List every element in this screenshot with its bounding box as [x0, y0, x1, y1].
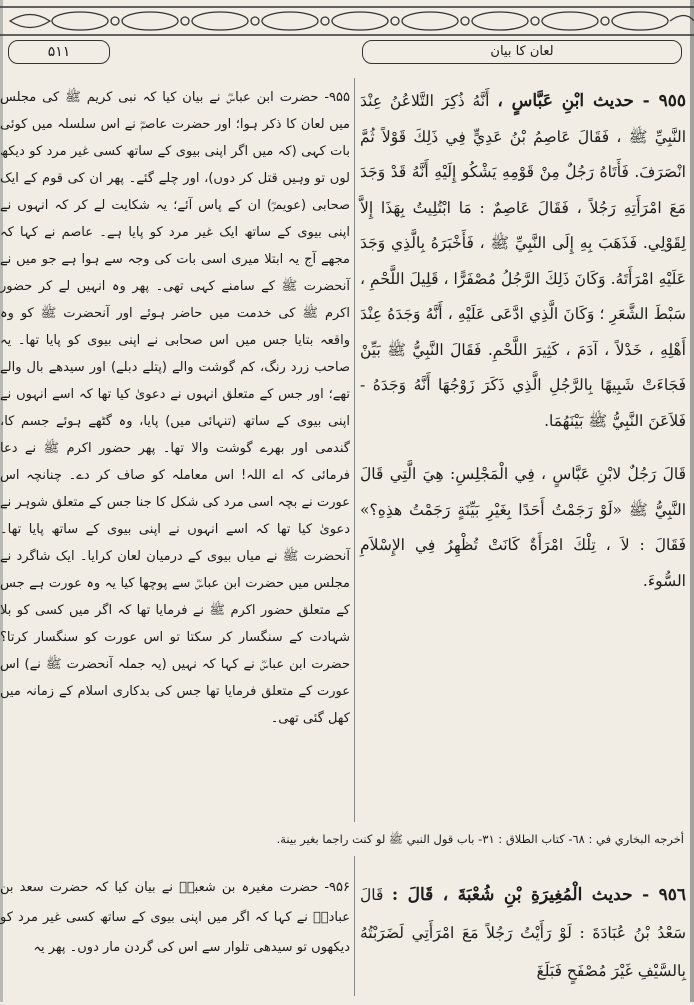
arabic-column [360, 84, 686, 599]
hadith-955-urdu-translation: ۹۵۵- حضرت ابن عباسؓ نے بیان کیا کہ نبی کریم ﷺ کی مجلس میں لعان کا ذکر ہوا؛ اور حضرت عاصمؓ نے اس سلسلہ میں کوئی بات کہی (کہ میں اگر اپنی بیوی کے ساتھ کسی غیر مرد کو دیکھ لوں تو وہیں قتل کر دوں)، اور چلے گئے۔ پھر ان کی قوم کے ایک صحابی (عویمرؓ) ان کے پاس آئے؛ یہ شکایت لے کر کہ انہوں نے اپنی بیوی کے ساتھ ایک غیر مرد کو پایا ہے۔ عاصم نے کہا کہ مجھے آج یہ ابتلا میری اسی بات کی وجہ سے ہوا ہے جو میں نے آنحضرت ﷺ کے سامنے کہی تھی۔ پھر وہ انہیں لے کر حضور اکرم ﷺ کی خدمت میں حاضر ہوئے اور آنحضرت ﷺ کو وہ واقعہ بتایا جس میں اس صحابی نے اپنی بیوی کو پایا تھا۔ یہ صاحب زرد رنگ، کم گوشت والے (پتلے دبلے) اور سیدھے بال والے تھے؛ اور جس کے متعلق انہوں نے دعویٰ کیا تھا کہ اسے انہوں نے اپنی بیوی کے ساتھ (تنہائی میں) پایا، وہ گٹھے ہوئے جسم کا، گندمی اور بھرے گوشت والا تھا۔ پھر حضور اکرم ﷺ نے دعا فرمائی کہ اے اللہ! اس معاملہ کو صاف کر دے۔ چنانچہ اس عورت نے بچہ اسی مرد کی شکل کا جنا جس کے متعلق شوہر نے دعویٰ کیا تھا کہ اسے انہوں نے اپنی بیوی کے ساتھ پایا تھا۔ آنحضرت ﷺ نے میاں بیوی کے درمیان لعان کرایا۔ ایک شاگرد نے مجلس میں حضرت ابن عباسؓ سے پوچھا کیا یہ وہ عورت ہے جس کے متعلق حضور اکرم ﷺ نے فرمایا تھا کہ اگر میں کسی کو بلا شہادت کے سنگسار کر سکتا تو اس عورت کو سنگسار کرتا؟ حضرت ابن عباسؓ نے کہا کہ نہیں (یہ جملہ آنحضرت ﷺ نے) اس عورت کے متعلق فرمایا تھا جس کی بدکاری اسلام کے زمانہ میں کھل گئی تھی۔ [0, 90, 350, 726]
page-edge-right [690, 0, 694, 1002]
hadith-955-arabic-text: أَنَّهُ ذُكِرَ التَّلاعُنُ عِنْدَ النَّبِيِّ ﷺ ، فَقَالَ عَاصِمُ بْنُ عَدِيٍّ فِي ذَلِكَ قَوْلاً ثُمَّ انْصَرَفَ. فَأَتَاهُ رَجُلٌ مِنْ قَوْمِهِ يَشْكُو إِلَيْهِ أَنَّهُ قَدْ وَجَدَ مَعَ امْرَأَتِهِ رَجُلاً ، فَقَالَ عَاصِمٌ : مَا ابْتُلِيتُ بِهَذَا إِلاَّ لِقَوْلِي. فَذَهَبَ بِهِ إِلَى النَّبِيِّ ﷺ ، فَأَخْبَرَهُ بِالَّذِي وَجَدَ عَلَيْهِ امْرَأَتَهُ. وَكَانَ ذَلِكَ الرَّجُلُ مُصْفَرًّا ، قَلِيلَ اللَّحْمِ ، سَبْطَ الشَّعَرِ ؛ وَكَانَ الَّذِي ادَّعَى عَلَيْهِ ، أَنَّهُ وَجَدَهُ عِنْدَ أَهْلِهِ ، خَدْلاً ، آدَمَ ، كَثِيرَ اللَّحْمِ. فَقَالَ النَّبِيُّ ﷺ بَيِّنْ فَجَاءَتْ شَبِيهًا بِالرَّجُلِ الَّذِي ذَكَرَ زَوْجُهَا أَنَّهُ وَجَدَهُ - فَلاَعَنَ النَّبِيُّ ﷺ بَيْنَهُمَا. [360, 92, 686, 430]
source-footnote: أخرجه البخاري في : ٦٨- كتاب الطلاق : ٣١- باب قول النبي ﷺ لو كنت راجما بغير بينة. [276, 832, 684, 846]
urdu-column [0, 84, 350, 732]
hadith-955-heading: ٩٥٥ - حديث ابْنِ عَبَّاسٍ ، [497, 91, 687, 111]
arabic-column-lower [360, 860, 686, 1005]
page-number: ۵۱۱ [8, 40, 110, 64]
hadith-956-heading: ٩٥٦ - حديث الْمُغِيرَةِ بْنِ شُعْبَةَ ، قَالَ : [391, 884, 686, 905]
hadith-956-urdu-translation: ۹۵۶- حضرت مغیرہ بن شعبہؓ نے بیان کیا کہ حضرت سعد بن عبادہؓ نے کہا کہ اگر میں اپنی بیوی کے ساتھ کسی غیر مرد کو دیکھوں تو سیدھی تلوار سے اس کی گردن مار دوں۔ پھر یہ [0, 880, 350, 955]
hadith-956-arabic-text: قَالَ سَعْدُ بْنُ عُبَادَةَ : لَوْ رَأَيْتُ رَجُلاً مَعَ امْرَأَتِي لَضَرَبْتُهُ بِالسَّيْفِ غَيْرَ مُصْفَحٍ فَبَلَغَ [360, 885, 686, 980]
urdu-column-lower [0, 860, 350, 976]
decorative-border [0, 4, 694, 38]
chapter-title: لعان کا بیان [362, 40, 682, 64]
column-divider-lower [354, 856, 355, 996]
hadith-955-arabic-tail: قَالَ رَجُلٌ لابْنِ عَبَّاسٍ ، فِي الْمَجْلِسِ: هِيَ الَّتِي قَالَ النَّبِيُّ ﷺ «لَوْ رَجَمْتُ أَحَدًا بِغَيْرِ بَيِّنَةٍ رَجَمْتُ هذِهِ؟» فَقَالَ : لاَ ، تِلْكَ امْرَأَةٌ كَانَتْ تُظْهِرُ فِي الإِسْلاَمِ السُّوءَ. [360, 465, 686, 590]
column-divider [354, 78, 355, 822]
